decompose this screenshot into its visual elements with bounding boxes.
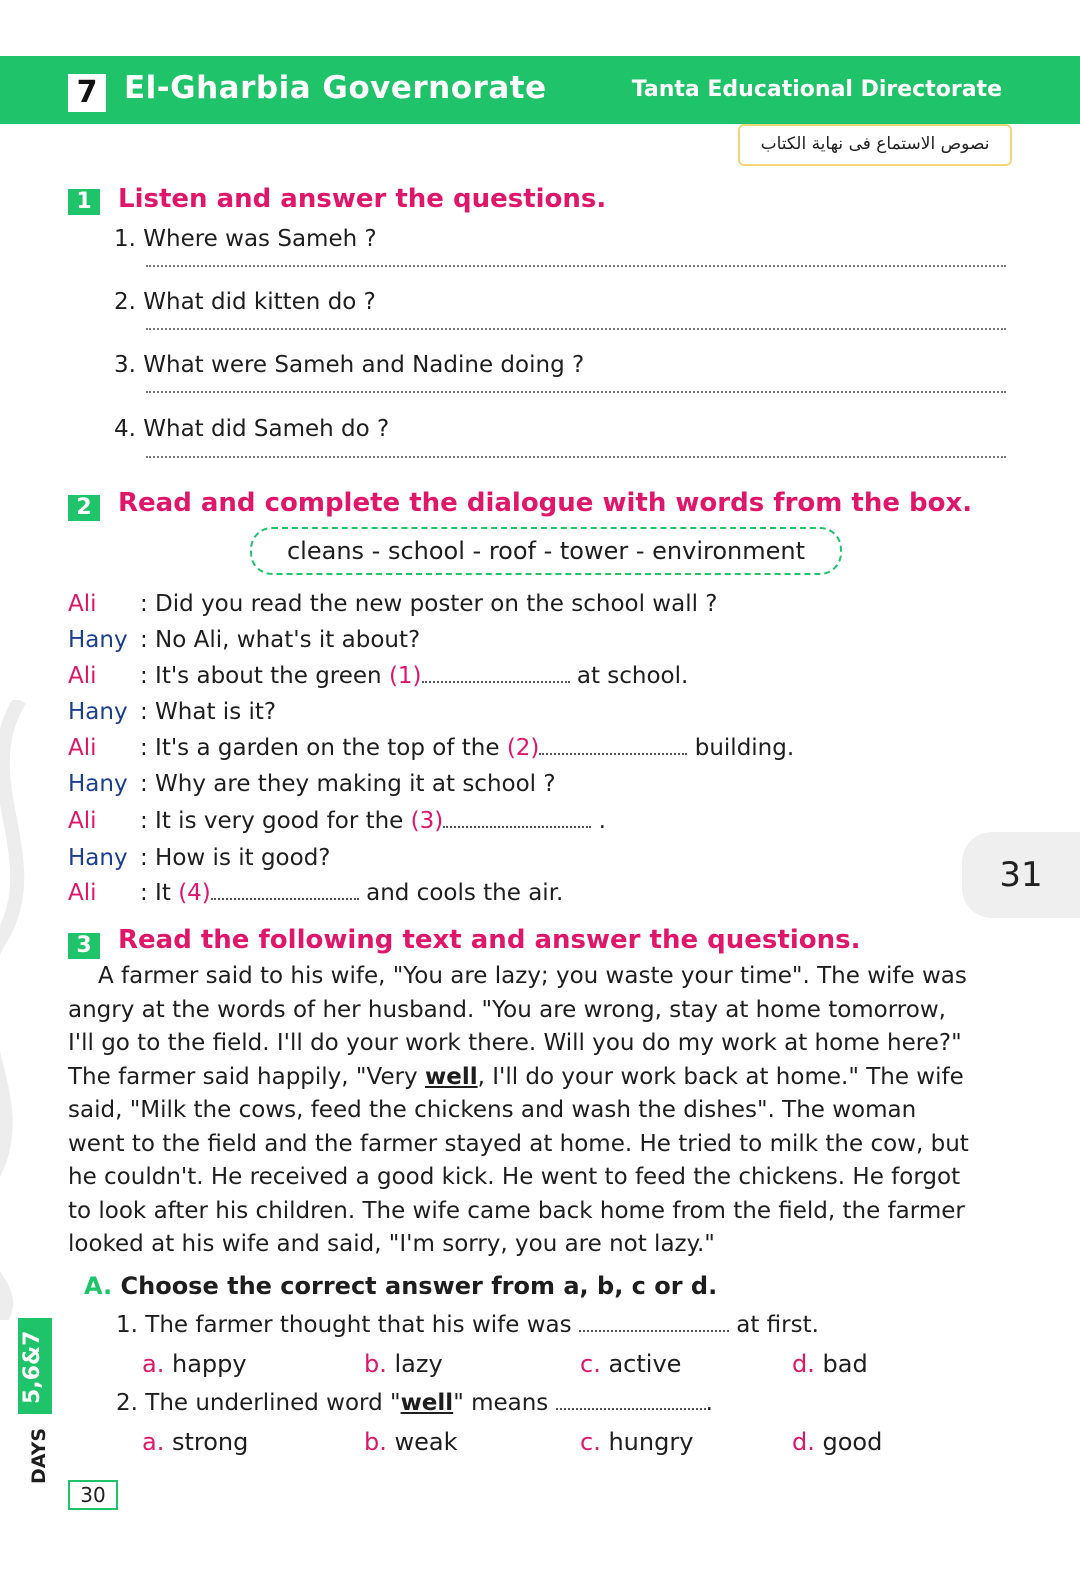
blank-2[interactable] — [539, 735, 687, 755]
option-1c[interactable]: c. active — [580, 1350, 682, 1378]
speaker-hany: Hany — [68, 771, 128, 797]
speaker-hany: Hany — [68, 627, 128, 653]
listen-question-3: 3. What were Sameh and Nadine doing ? — [114, 352, 585, 378]
dialogue-line-4: : What is it? — [140, 699, 277, 725]
reading-passage: A farmer said to his wife, "You are lazy; you waste your time". The wife was angry at the words of her husband. "You are wrong, stay at home tomorrow, I'll go to the field. I'll do your work there. Will you do my work at home here?" The farmer said happily, "Very well, I'll do your work back at home." The wife said, "Milk the cows, feed the chickens and wash the dishes". The woman went to the field and the farmer stayed at home. He tried to milk the cow, but he couldn't. He received a good kick. He went to feed the chickens. He forgot to look after his children. The wife came back home from the field, the farmer looked at his wife and said, "I'm sorry, you are not lazy." — [68, 963, 969, 1257]
section-3-title: Read the following text and answer the questions. — [118, 925, 861, 955]
dialogue-line-1: : Did you read the new poster on the school wall ? — [140, 591, 718, 617]
dialogue-line-6: : Why are they making it at school ? — [140, 771, 556, 797]
section-1-number: 1 — [68, 189, 100, 215]
part-a-title: A. Choose the correct answer from a, b, c or d. — [84, 1272, 718, 1300]
listen-question-4: 4. What did Sameh do ? — [114, 416, 390, 442]
answer-line-1[interactable] — [146, 265, 1006, 267]
dialogue-line-2: : No Ali, what's it about? — [140, 627, 421, 653]
dialogue-line-9: : It (4) and cools the air. — [140, 880, 564, 906]
mcq-blank-1[interactable] — [579, 1312, 729, 1332]
directorate-title: Tanta Educational Directorate — [631, 77, 1002, 102]
blank-3[interactable] — [443, 808, 591, 828]
speaker-ali: Ali — [68, 808, 97, 834]
option-1d[interactable]: d. bad — [792, 1350, 868, 1378]
blank-4[interactable] — [211, 880, 359, 900]
speaker-ali: Ali — [68, 880, 97, 906]
section-2-title: Read and complete the dialogue with words from the box. — [118, 488, 973, 518]
answer-line-4[interactable] — [146, 456, 1006, 458]
section-3-number: 3 — [68, 933, 100, 959]
dialogue-line-3: : It's about the green (1) at school. — [140, 663, 689, 689]
option-1b[interactable]: b. lazy — [364, 1350, 443, 1378]
dialogue-line-7: : It is very good for the (3) . — [140, 808, 606, 834]
mcq-question-2: 2. The underlined word "well" means . — [116, 1390, 713, 1416]
section-2-number: 2 — [68, 495, 100, 521]
underlined-word: well — [424, 1063, 478, 1090]
option-2d[interactable]: d. good — [792, 1428, 883, 1456]
page-number: 30 — [68, 1480, 118, 1510]
watermark-graphic — [0, 700, 50, 1320]
mcq-question-1: 1. The farmer thought that his wife was at first. — [116, 1312, 819, 1338]
arabic-note: نصوص الاستماع فى نهاية الكتاب — [738, 124, 1012, 166]
option-2b[interactable]: b. weak — [364, 1428, 458, 1456]
option-2a[interactable]: a. strong — [142, 1428, 249, 1456]
option-2c[interactable]: c. hungry — [580, 1428, 694, 1456]
listen-question-1: 1. Where was Sameh ? — [114, 226, 377, 252]
speaker-ali: Ali — [68, 663, 97, 689]
speaker-ali: Ali — [68, 735, 97, 761]
speaker-hany: Hany — [68, 845, 128, 871]
section-1-title: Listen and answer the questions. — [118, 184, 607, 214]
governorate-title: El-Gharbia Governorate — [124, 70, 547, 106]
mcq-blank-2[interactable] — [556, 1390, 706, 1410]
blank-1[interactable] — [422, 663, 570, 683]
days-label: DAYS — [28, 1427, 50, 1484]
answer-line-3[interactable] — [146, 391, 1006, 393]
dialogue-line-8: : How is it good? — [140, 845, 331, 871]
page-tab-number: 31 — [962, 832, 1080, 918]
unit-number: 7 — [68, 74, 106, 112]
speaker-hany: Hany — [68, 699, 128, 725]
answer-line-2[interactable] — [146, 328, 1006, 330]
word-box: cleans - school - roof - tower - environment — [250, 527, 842, 575]
speaker-ali: Ali — [68, 591, 97, 617]
listen-question-2: 2. What did kitten do ? — [114, 289, 376, 315]
dialogue-line-5: : It's a garden on the top of the (2) building. — [140, 735, 795, 761]
option-1a[interactable]: a. happy — [142, 1350, 247, 1378]
days-value: 5,6&7 — [20, 1330, 45, 1404]
